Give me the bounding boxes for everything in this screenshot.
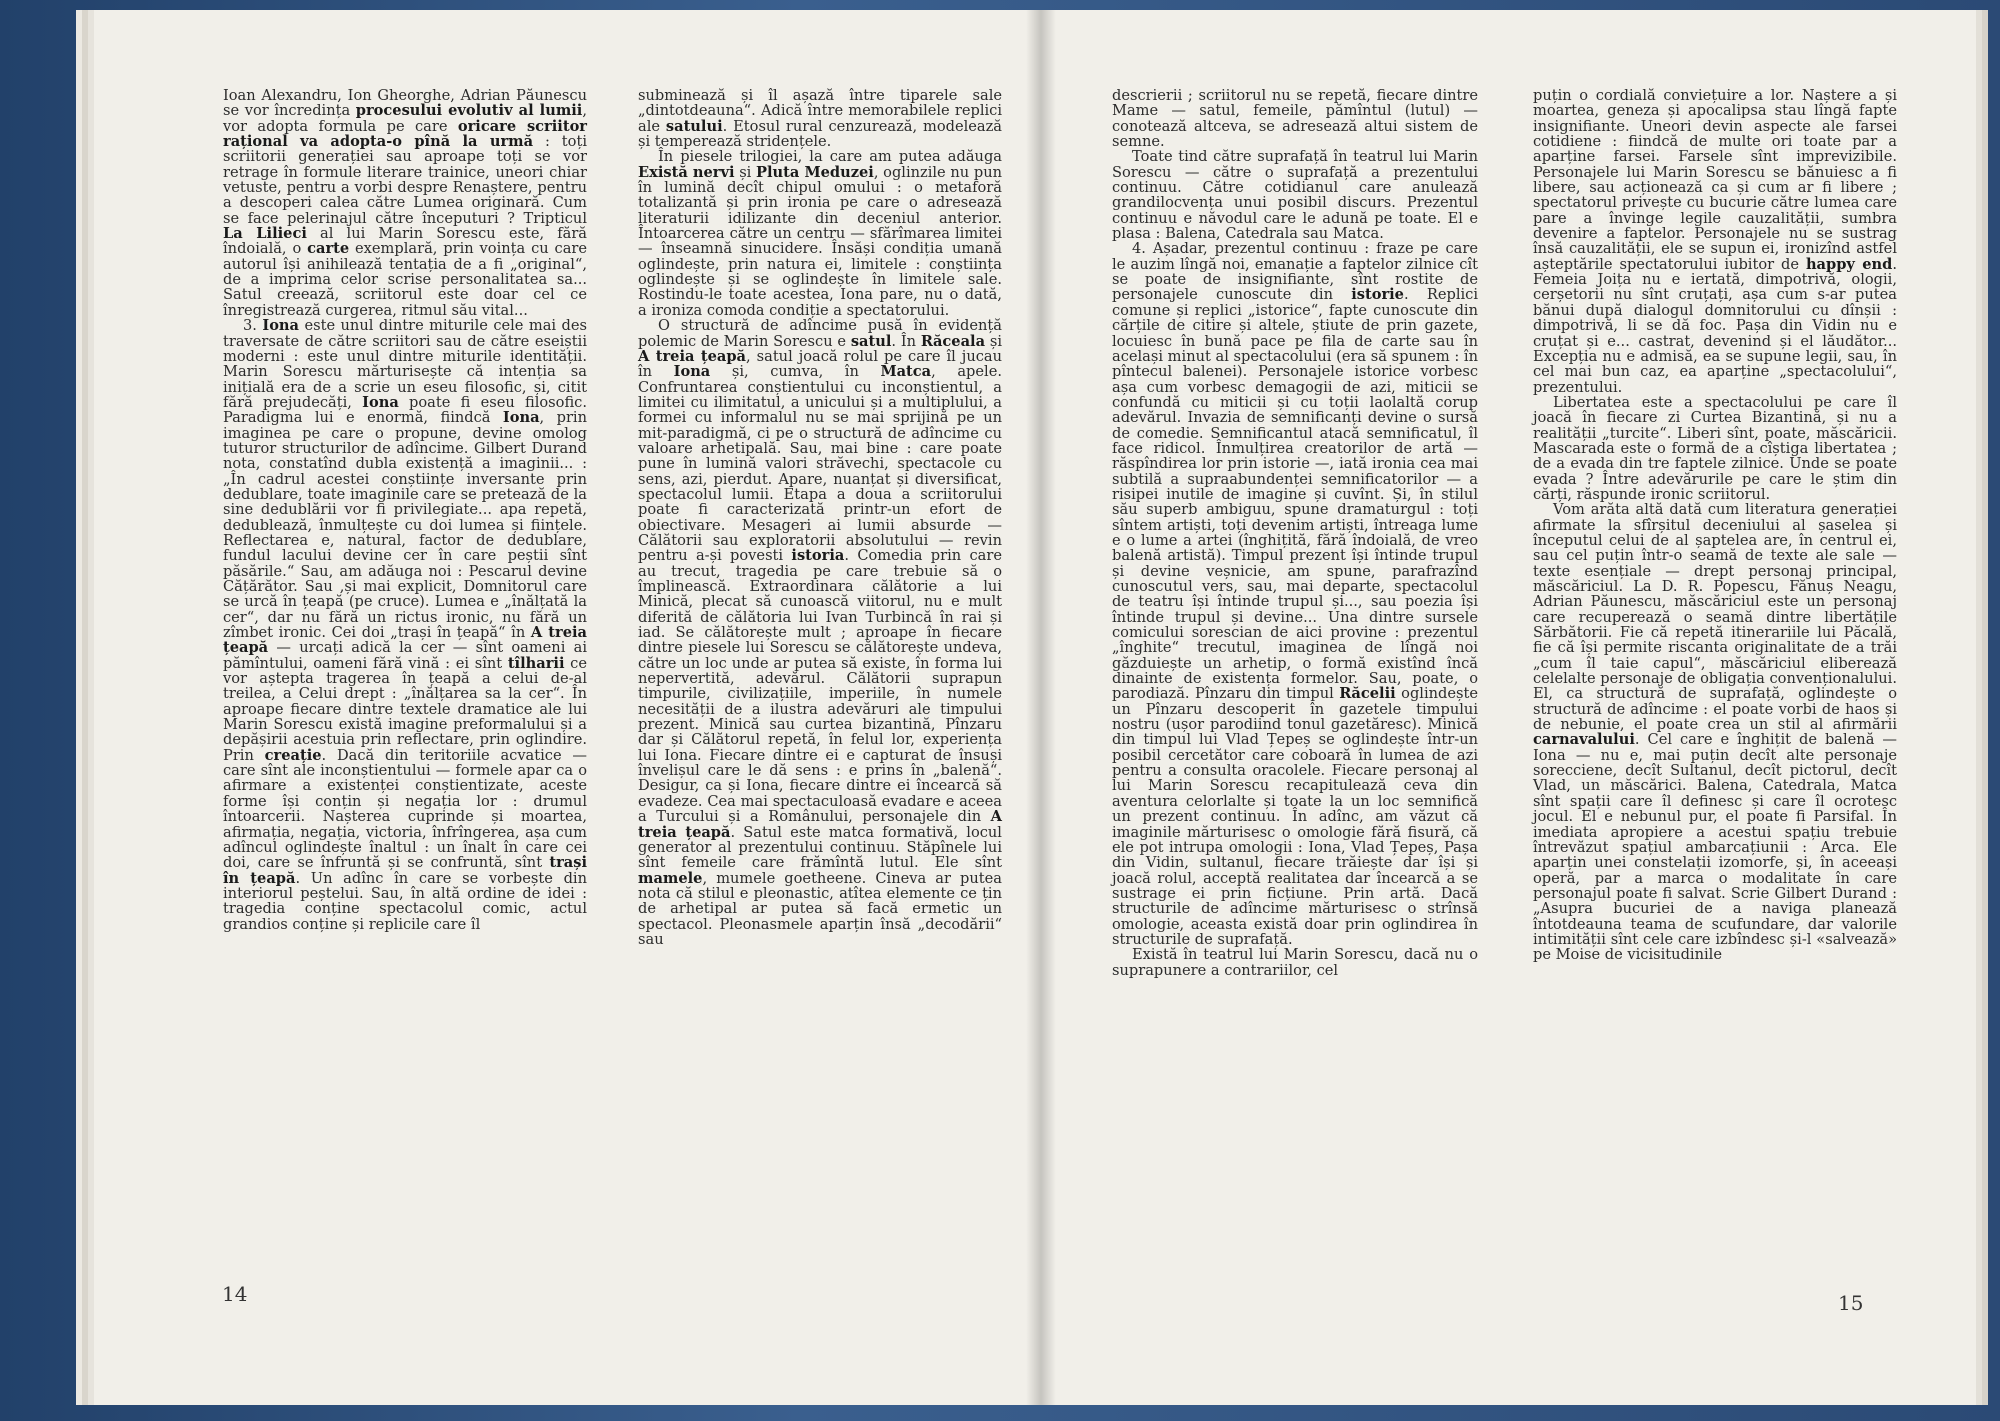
page-number-right: 15 — [1838, 1291, 1864, 1315]
emphasis-title: satului — [665, 117, 723, 135]
text-run: . Cel care e înghițit de balenă — Iona — nu e, mai puțin decît alte personaje sorесciene, decît Sultanul, decît pictorul, decît Vlad, un măscărici. Balena, Catedrala, Matca sînt spații care îl definesc și care îl ocrotesc jocul. El e nebunul pur, el poate fi Parsifal. În imediata apropiere a acestui spațiu trebuie întrevăzut spațiul ambarcațiunii : Arca. Ele aparțin unei constelații izomorfe, și, în aceeași operă, par a marca o modalitate în care personajul poate fi salvat. Scrie Gilbert Durand : „Asupra bucuriei de a naviga planează întotdeauna teama de scufundare, dar valorile intimității sînt cele care izbîndesc și-l «salvează» pe Moise de vicisitudinile — [1533, 731, 1897, 964]
text-run: , prin imaginea pe care o propune, devine omolog tuturor structurilor de adîncime. Gilbert Durand nota, constatînd dubla existență a imaginii... : „În cadrul acestei conștiințe inversante prin dedublare, toate imaginile care se pretează de la sine dedublării vor fi privilegiate... apa repetă, dedublează, înmulțește cu doi lumea și ființele. Reflectarea e, natural, factor de dedublare, fundul lacului devine cer în care peștii sînt păsările.“ Sau, am adăuga noi : Pescarul devine Cățărător. Sau ,și mai explicit, Domnitorul care se urcă în țeapă (pe cruce). Lumea e „înălțată la cer“, dar nu fără un rictus ironic, nu fără un zîmbet ironic. Cei doi „trași în țeapă“ în — [223, 409, 587, 642]
paragraph — [1533, 88, 1897, 395]
emphasis-title: tîlharii — [507, 654, 565, 672]
text-run: . Femeia Joița nu e iertată, dimpotrivă, ologii, cerșetorii nu sînt cruțați, așa cum s-ar putea bănui după dialogul domnitorului cu dînșii : dimpotrivă, li se dă foc. Pașa din Vidin nu e cruțat și e... castrat, devenind și el lăudător... Excepția nu e admisă, ea se supune legii, sau, în cel mai bun caz, ea aparține „spectacolului“, prezentului. — [1533, 255, 1898, 396]
text-run: . Replici comune și replici „istorice“, fapte cunoscute din cărțile de citire și altele, știute de prin gazete, locuiesc în bună pace pe fila de carte sau în același minut al spectacolului (era să spunem : în pîntecul balenei). Personajele istorice vorbesc așa cum vorbesc demagogii de azi, miticii se confundă cu miticii și cu toții laolaltă corup adevărul. Invazia de semnificanți devine o sursă de comedie. Semnificantul atacă semnificatul, îl face ridicol. Înmulțirea creatorilor de artă — răspîndirea lor prin istorie —, iată ironia cea mai subtilă a supraabundenței semnificatorilor — a risipei inutile de imagine și cuvînt. Și, în stilul său superb ambiguu, spune dramaturgul : toți sîntem artiști, toți devenim artiști, întreaga lume e o lume a artei (înghițită, fără îndoială, de vreo balenă artistă). Timpul prezent își întinde trupul și devine veșnicie, am spune, parafrazînd cunoscutul vers, sau, mai departe, spectacolul de teatru își întinde trupul și..., sau poezia își întinde trupul și devine... Una dintre sursele comicului sorescian de aici provine : prezentul „înghite“ trecutul, imaginea de lîngă noi găzduiește un arhetip, o formă existînd încă dinainte de existența formelor. Sau, poate, o parodiază. Pînzaru din timpul — [1112, 286, 1478, 703]
right-column-1 — [1112, 88, 1478, 978]
paragraph — [1533, 395, 1897, 502]
left-column-1 — [223, 88, 587, 932]
emphasis-title: Răcelii — [1339, 685, 1396, 703]
text-run: al lui Marin Sorescu este, fără îndoială, o — [223, 225, 588, 258]
paragraph — [1112, 149, 1478, 241]
emphasis-title: A treia țeapă — [638, 808, 1002, 841]
text-run: . Comedia prin care au trecut, tragedia pe care trebuie să o împlinească. Extraordinara călătorie a lui Minică, plecat să cunoască viitorul, nu e mult diferită de călătoria lui Ivan Turbincă în rai și iad. Se călătorește mult ; aproape în fiecare dintre piesele lui Sorescu se călătorește undeva, către un loc unde ar putea să existe, în forma lui nepervertită, adevărul. Călătorii suprapun timpurile, civilizațiile, imperiile, în numele necesității de a ilustra adevăruri ale timpului prezent. Minică sau curtea bizantină, Pînzaru dar și Călătorul repetă, în felul lor, experiența lui Iona. Fiecare dintre ei e capturat de însuși învelișul care le dă sens : e prins în „balenă“. Desigur, ca și Iona, fiecare dintre ei încearcă să evadeze. Cea mai spectaculoasă evadare e aceea a Turcului și a Românului, personajele din — [638, 547, 1002, 826]
text-run: oglindește un Pînzaru descoperit în gazetele timpului nostru (ușor parodiind tonul gazetăresc). Minică din timpul lui Vlad Țepeș se oglindește într-un posibil cercetător care coboară în lumea de azi pentru a consulta oracolele. Fiecare personaj al lui Marin Sorescu recapitulează ceva din aventura celorlalte și toate la un loc semnifică un prezent continuu. În adînc, am văzut că imaginile mărturisesc o omologie fără fisură, că ele pot intrupa omologii : Iona, Vlad Țepeș, Pașa din Vidin, sultanul, fiecare trăiește dar își și joacă rolul, acceptă realitatea dar încearcă a se sustrage ei prin ficțiune. Prin artă. Dacă structurile de adîncime mărturisesc o strînsă omologie, aceasta există doar prin oglindirea în structurile de suprafață. — [1112, 685, 1478, 948]
text-run: Există în teatrul lui Marin Sorescu, dacă nu o suprapunere a contrariilor, cel — [1112, 946, 1478, 979]
emphasis-title: Pluta Meduzei — [756, 163, 874, 181]
text-run: . Un adînc în care se vorbește din interiorul peștelui. Sau, în altă ordine de idei : tragedia conține spectacolul comic, actul grandios conține și replicile care îl — [223, 869, 587, 933]
emphasis-title: carnavalului — [1533, 731, 1635, 749]
emphasis-title: La Lilieci — [223, 225, 307, 243]
paragraph — [638, 149, 1002, 318]
text-run: . Dacă din teritoriile acvatice — care sînt ale inconștientului — formele apar ca o afirmare a existenței conștientizate, aceste forme își conțin și negația lor : drumul întoarcerii. Nașterea cuprinde și moartea, afirmația, negația, victoria, înfrîngerea, așa cum adîncul oglindește înaltul : un înalt în care cei doi, care se înfruntă și se confruntă, sînt — [223, 746, 587, 872]
text-run: 3. — [243, 317, 263, 335]
left-column-2 — [638, 88, 1002, 947]
paragraph — [638, 88, 1002, 149]
text-run: . În — [891, 332, 921, 350]
emphasis-title: trași în țeapă — [223, 854, 587, 887]
text-run: și — [985, 332, 1002, 350]
text-run: subminează și îl așază între tiparele sale „dintotdeauna“. Adică între memorabilele replici ale — [638, 87, 1002, 135]
emphasis-title: procesului evolutiv al lumii — [355, 102, 583, 120]
emphasis-title: Există nervi — [638, 163, 735, 181]
emphasis-title: Matca — [880, 363, 932, 381]
emphasis-title: oricare scriitor rațional va adopta-o pînă la urmă — [223, 117, 587, 151]
emphasis-title: istoria — [791, 547, 845, 565]
text-run: — urcați adică la cer — sînt oameni ai pămîntului, oameni fără vină : ei sînt — [223, 639, 587, 672]
text-run: poate fi eseu filosofic. Paradigma lui e enormă, fiindcă — [223, 393, 587, 427]
emphasis-title: Iona — [262, 317, 300, 335]
text-run: , apele. Confruntarea conștientului cu inconștientul, a limitei cu ilimitatul, a unicului și a multiplului, a formei cu informalul nu se mai sprijină pe un mit-paradigmă, ci pe o structură de adîncime cu valoare arhetipală. Sau, mai bine : care poate pune în lumină valori străvechi, spectacole cu sens, azi, pierdut. Apare, nuanțat și diversificat, spectacolul lumii. Etapa a doua a scriitorului poate fi caracterizată printr-un efort de obiectivare. Mesageri ai lumii absurde — Călătorii sau exploratorii absolutului — revin pentru a-și povesti — [638, 363, 1002, 565]
text-run: Vom arăta altă dată cum literatura generației afirmate la sfîrșitul deceniului al șaselea și începutul celui de al șaptelea are, în centrul ei, sau cel puțin într-o seamă de texte ale sale — texte esențiale — drept personaj principal, măscăriciul. La D. R. Popescu, Fănuș Neagu, Adrian Păunescu, măscăriciul este un personaj care recuperează o seamă dintre libertățile Sărbătorii. Fie că repetă itinerariile lui Păcală, fie că își permite riscanta originalitate de a trăi „cum îl taie capul“, măscăriciul eliberează celelalte personaje de obligația convenționalului. El, ca structură de suprafață, oglindește o structură de adîncime : el poate vorbi de haos și de nebunie, el poate crea un stil al afirmării — [1533, 501, 1897, 734]
paragraph — [1112, 947, 1478, 978]
text-run: O structură de adîncime pusă în evidență polemic de Marin Sorescu e — [638, 317, 1002, 350]
emphasis-title: A treia țeapă — [223, 624, 587, 657]
text-run: , mumele goetheene. Cineva ar putea nota că stilul e pleonastic, atîtea elemente ce țin de arhetipal ar putea să facă ermetic un spectacol. Pleonasmele aparțin însă „decodării“ sau — [638, 869, 1002, 948]
text-run: și, cumva, în — [710, 363, 881, 381]
text-run: puțin o cordială conviețuire a lor. Naștere a și moartea, geneza și apocalipsa stau lîngă fapte insignifiante. Uneori devin aspecte ale farsei cotidiene : fiindcă de multe ori toate par a aparține farsei. Farsele sînt imprevizibile. Personajele lui Marin Sorescu se bănuiesc a fi libere, sau acționează ca și cum ar fi libere ; spectatorul privește cu bucurie către lumea care pare a învinge legile cauzalității, sumbra devenire a faptelor. Personajele nu se sustrag însă cauzalității, ele se supun ei, ironizînd astfel așteptările spectatorului iubitor de — [1533, 87, 1897, 273]
emphasis-title: creație — [264, 746, 322, 764]
text-run: exemplară, prin voința cu care autorul își anihilează tentația de a fi „original“, de a imprima celor scrise personalitatea sa... Satul creează, scriitorul este doar cel ce înregistrează curgerea, ritmul său vital... — [223, 240, 588, 319]
emphasis-title: Iona — [362, 393, 399, 411]
text-run: . Etosul rural cenzurează, modelează și temperează stridențele. — [638, 117, 1002, 151]
paragraph — [1112, 88, 1478, 149]
text-run: Toate tind către suprafață în teatrul lui Marin Sorescu — către o suprafață a prezentului continuu. Către cotidianul care anulează grandilocvența unui posibil discurs. Prezentul continuu e năvodul care le adună pe toate. El e plasa : Balena, Catedrala sau Matca. — [1112, 148, 1478, 243]
emphasis-title: istorie — [1351, 286, 1404, 304]
text-run: , satul joacă rolul pe care îl jucau în — [638, 347, 1002, 381]
paragraph — [1533, 502, 1897, 962]
right-column-2 — [1533, 88, 1897, 963]
text-run: , oglinzile nu pun în lumină decît chipul omului : o metaforă totalizantă și prin ironia pe care o adresează literaturii idilizante din deceniul anterior. Întoarcerea către un centru — sfărîmarea limitei — înseamnă sinucidere. Însăși condiția umană oglindește, prin natura ei, limitele : conștiința oglindește și se oglindește în limitele sale. Rostindu-le toate acestea, Iona pare, nu o dată, a ironiza comoda condiție a spectatorului. — [638, 163, 1002, 319]
text-run: și — [734, 163, 757, 181]
paragraph — [223, 88, 587, 318]
emphasis-title: satul — [850, 332, 892, 350]
left-page — [94, 10, 1041, 1405]
emphasis-title: Iona — [673, 363, 711, 381]
text-run: ce vor aștepta tragerea în țeapă a celui de-al treilea, a Celui drept : „înălțarea sa la cer“. În aproape fiecare dintre textele dramatice ale lui Marin Sorescu există imagine preformalului și a depășirii acestuia prin reflectare, prin oglindire. Prin — [223, 654, 587, 764]
text-run: Ioan Alexandru, Ion Gheorghe, Adrian Păunescu se vor încredința — [223, 87, 587, 120]
emphasis-title: Iona — [502, 409, 540, 427]
page-number-left: 14 — [222, 1282, 248, 1306]
text-run: 4. Așadar, prezentul continuu : fraze pe care le auzim lîngă noi, emanație a faptelor zilnice cît se poate de insignifiante, sînt rostite de personajele cunoscute din — [1112, 240, 1478, 304]
emphasis-title: mamele — [638, 869, 703, 887]
text-run: Libertatea este a spectacolului pe care îl joacă în fiecare zi Curtea Bizantină, și nu a realității „turcite“. Liberi sînt, poate, măscăricii. Mascarada este o formă de a cîștiga libertatea ; de a evada din tre faptele zilnice. Unde se poate evada ? Între adevărurile pe care le știm din cărți, răspunde ironic scriitorul. — [1533, 393, 1897, 503]
text-run: : toți scriitorii generației sau aproape toți se vor retrage în formule literare trainice, uneori chiar vetuste, pentru a vorbi despre Renaștere, pentru a descoperi calea către Lumea originară. Cum se face pelerinajul către începuturi ? Tripticul — [223, 133, 587, 227]
emphasis-title: happy end — [1805, 255, 1893, 273]
emphasis-title: A treia țeapă — [638, 347, 747, 365]
text-run: descrierii ; scriitorul nu se repetă, fiecare dintre Mame — satul, femeile, pămîntul (lutul) — conotează altceva, se adresează altui sistem de semne. — [1112, 87, 1478, 151]
emphasis-title: carte — [307, 240, 350, 258]
paragraph — [638, 318, 1002, 947]
paragraph — [1112, 241, 1478, 947]
paragraph — [223, 318, 587, 932]
text-run: , vor adopta formula pe care — [223, 102, 587, 135]
text-run: . Satul este matca formativă, locul generator al prezentului continuu. Stăpînele lui sînt femeile care frămîntă lutul. Ele sînt — [638, 823, 1002, 872]
emphasis-title: Răceala — [920, 332, 986, 350]
text-run: În piesele trilogiei, la care am putea adăuga — [658, 148, 1002, 166]
text-run: este unul dintre miturile cele mai des traversate de către scriitori sau de către eseiștii moderni : este unul dintre miturile identității. Marin Sorescu mărturisește că intenția sa inițială era de a scrie un eseu filosofic, și, citit fără prejudecăți, — [223, 317, 587, 411]
right-page — [1041, 10, 1976, 1405]
